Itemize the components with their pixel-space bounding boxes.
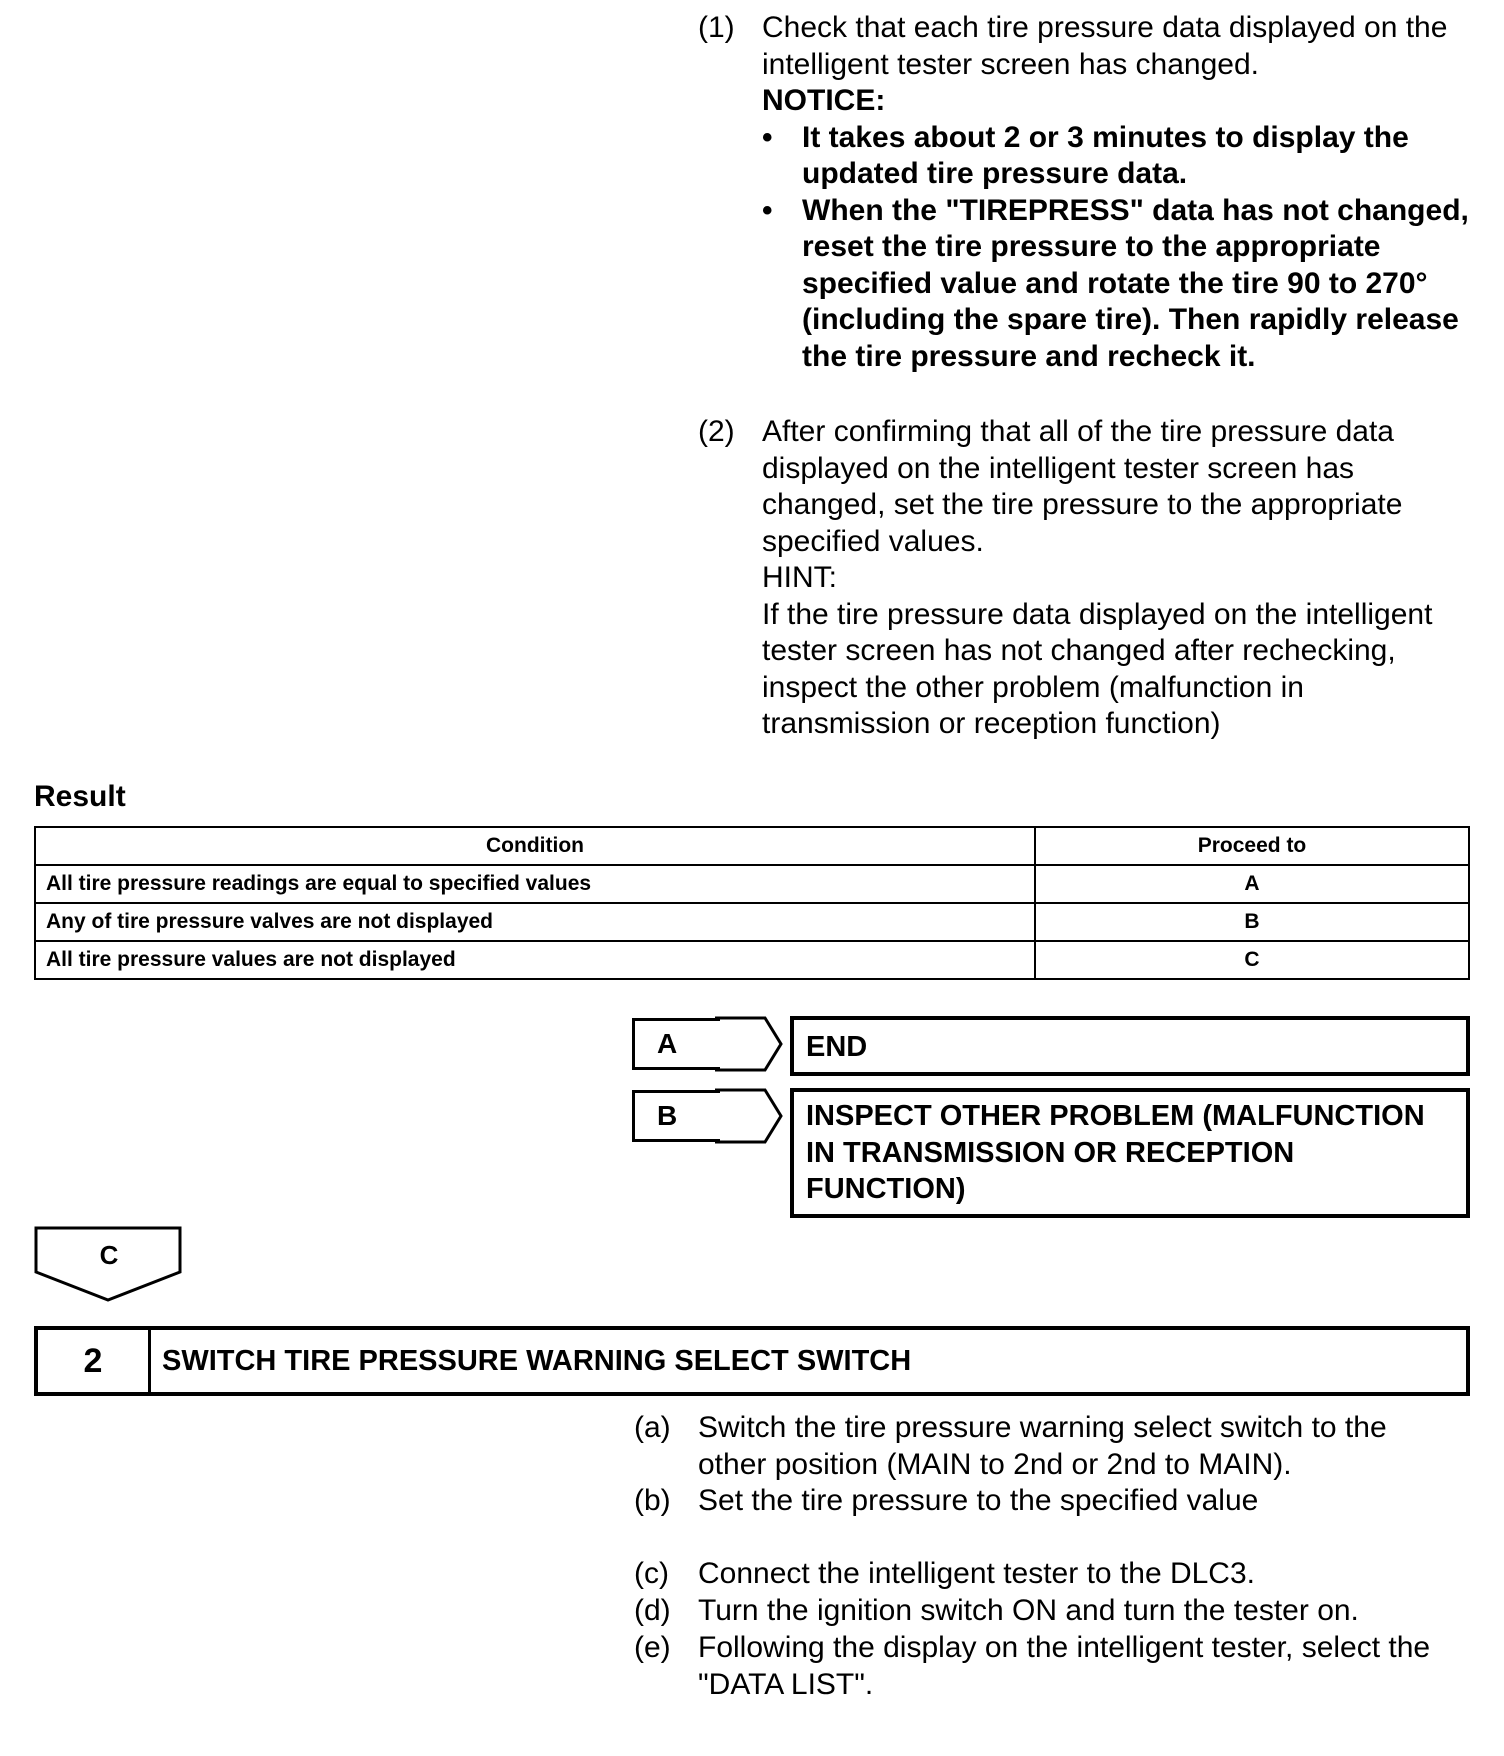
- hint-text: If the tire pressure data displayed on the intelligent tester screen has not changed after rechecking, inspect the other problem (malfunction in transmission or reception function): [762, 597, 1433, 740]
- bullet-icon: •: [762, 193, 773, 227]
- substep-number: (e): [634, 1631, 671, 1664]
- table-row: [35, 865, 1469, 903]
- result-heading: Result: [34, 780, 126, 813]
- condition-cell: Any of tire pressure valves are not displayed: [35, 903, 1035, 941]
- step-1-line-2: intelligent tester screen has changed.: [762, 47, 1259, 81]
- substep-text: Turn the ignition switch ON and turn the tester on.: [698, 1594, 1359, 1627]
- notice-label: NOTICE:: [762, 84, 886, 117]
- section-2-header: [34, 1326, 1470, 1396]
- flow-b-target: [790, 1088, 1470, 1218]
- substep-number: (d): [634, 1594, 671, 1627]
- notice-bullet-2: [762, 193, 1472, 376]
- substep-text: Connect the intelligent tester to the DLC3.: [698, 1557, 1255, 1590]
- flow-a-target-text: END: [806, 1031, 868, 1063]
- substep-number: (c): [634, 1557, 669, 1590]
- table-row: [35, 903, 1469, 941]
- step-1-number: (1): [698, 11, 735, 44]
- bullet-icon: •: [762, 120, 773, 154]
- flow-b-target-text: INSPECT OTHER PROBLEM (MALFUNCTION IN TRANSMISSION OR RECEPTION FUNCTION): [806, 1100, 1425, 1205]
- flow-a-label: A: [657, 1028, 678, 1059]
- step-1-line-1: Check that each tire pressure data displayed on the: [762, 11, 1448, 44]
- flow-b-label: B: [657, 1100, 678, 1131]
- proceed-cell: C: [1035, 941, 1469, 979]
- flow-a-target: [790, 1016, 1470, 1076]
- section-2-number: 2: [38, 1330, 151, 1392]
- step-2-text: After confirming that all of the tire pressure data displayed on the intelligent tester screen has changed, set the tire pressure to the appropriate specified values.: [762, 415, 1403, 558]
- section-2-title: SWITCH TIRE PRESSURE WARNING SELECT SWITCH: [162, 1345, 912, 1377]
- table-header-row: [35, 827, 1469, 865]
- substep-number: (b): [634, 1484, 671, 1517]
- notice-bullet-1-text: It takes about 2 or 3 minutes to display the updated tire pressure data.: [802, 120, 1409, 190]
- step-2-number: (2): [698, 415, 735, 448]
- flow-b-tag: [632, 1090, 720, 1142]
- condition-cell: All tire pressure readings are equal to specified values: [35, 865, 1035, 903]
- substep-text: Set the tire pressure to the specified value: [698, 1484, 1259, 1517]
- flow-a-tag: [632, 1018, 720, 1070]
- hint-label: HINT:: [762, 561, 837, 594]
- step-1-body: [762, 10, 1472, 375]
- flow-c-label: C: [99, 1240, 119, 1270]
- notice-bullet-1: [762, 120, 1472, 193]
- result-table: [34, 826, 1470, 980]
- arrow-right-icon: [715, 1014, 785, 1074]
- notice-bullet-2-text: When the "TIREPRESS" data has not changed, reset the tire pressure to the appropriate specified value and rotate the tire 90 to 270°(including the spare tire). Then rapidly release the tire pressure and recheck it.: [802, 193, 1469, 373]
- proceed-cell: B: [1035, 903, 1469, 941]
- proceed-cell: A: [1035, 865, 1469, 903]
- condition-cell: All tire pressure values are not displayed: [35, 941, 1035, 979]
- arrow-right-icon: [715, 1086, 785, 1146]
- substep-text: Switch the tire pressure warning select switch to the other position (MAIN to 2nd or 2nd to MAIN).: [698, 1411, 1387, 1481]
- column-header-condition: Condition: [35, 827, 1035, 865]
- step-2-body: [762, 414, 1452, 743]
- substep-text: Following the display on the intelligent tester, select the "DATA LIST".: [698, 1631, 1431, 1701]
- substep-number: (a): [634, 1411, 671, 1444]
- column-header-proceed: Proceed to: [1035, 827, 1469, 865]
- table-row: [35, 941, 1469, 979]
